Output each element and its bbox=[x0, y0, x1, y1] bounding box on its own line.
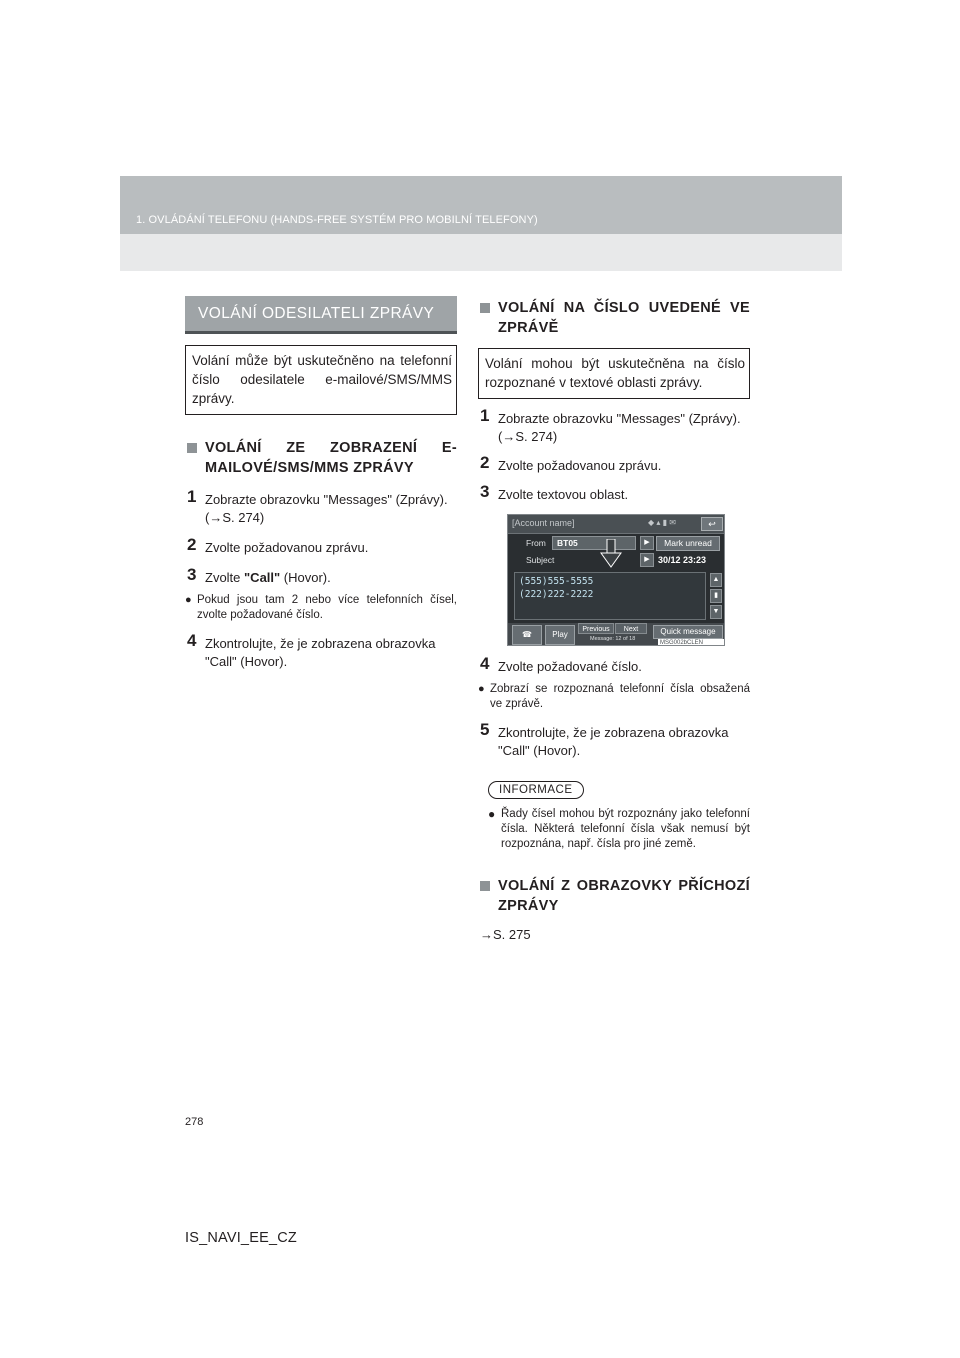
step-text: Zkontrolujte, že je zobrazena obrazovka "Call" (Hovor). bbox=[498, 725, 729, 758]
info-text-content: Řady čísel mohou být rozpoznány jako telefonní čísla. Některá telefonní čísla však nemusí být rozpoznána, např. čísla pro jiné země. bbox=[501, 808, 750, 850]
chapter-title: 1. OVLÁDÁNÍ TELEFONU (HANDS-FREE SYSTÉM PRO MOBILNÍ TELEFONY) bbox=[136, 214, 538, 226]
step-text: Zobrazte obrazovku "Messages" (Zprávy). (→S. 274) bbox=[205, 492, 448, 525]
next-button[interactable]: Next bbox=[615, 623, 647, 634]
pointer-arrow-icon bbox=[600, 539, 622, 569]
info-text bbox=[488, 807, 750, 852]
bullet-icon: ● bbox=[488, 807, 496, 821]
play-arrow-icon[interactable]: ▶ bbox=[640, 553, 654, 567]
step-3-note bbox=[185, 593, 457, 623]
bullet-icon: ● bbox=[185, 594, 192, 606]
account-name: [Account name] bbox=[512, 518, 575, 528]
scroll-bar-icon[interactable]: ▮ bbox=[710, 589, 722, 603]
step-bold-text: "Call" bbox=[244, 570, 281, 585]
step-text: Zvolte textovou oblast. bbox=[498, 487, 629, 502]
step-text: Zvolte bbox=[205, 570, 245, 585]
scroll-down-icon[interactable]: ▼ bbox=[710, 605, 722, 619]
step-3 bbox=[185, 565, 457, 587]
step-text: Zvolte požadované číslo. bbox=[498, 659, 642, 674]
step-2 bbox=[478, 453, 750, 475]
step-number: 2 bbox=[187, 535, 197, 554]
step-number: 2 bbox=[480, 453, 490, 472]
section-title: VOLÁNÍ ODESILATELI ZPRÁVY bbox=[185, 296, 457, 331]
step-text: (Hovor). bbox=[280, 570, 331, 585]
image-code: MSG002bCLEN bbox=[658, 639, 724, 646]
subject-row bbox=[512, 553, 654, 568]
step-1 bbox=[478, 406, 750, 446]
header-bar bbox=[120, 176, 842, 234]
message-text-area[interactable] bbox=[514, 572, 706, 620]
step-4 bbox=[478, 654, 750, 676]
step-1 bbox=[185, 487, 457, 527]
status-icons: ◆ ▴ ▮ ✉ bbox=[648, 518, 676, 527]
sub-heading bbox=[185, 438, 457, 478]
quick-message-button[interactable]: Quick message bbox=[653, 625, 723, 639]
back-icon[interactable]: ↩ bbox=[701, 517, 723, 531]
previous-button[interactable]: Previous bbox=[578, 623, 614, 634]
from-row bbox=[512, 536, 654, 551]
sub-heading-text: VOLÁNÍ Z OBRAZOVKY PŘÍCHOZÍ ZPRÁVY bbox=[498, 878, 750, 914]
sub-heading-text: VOLÁNÍ ZE ZOBRAZENÍ E-MAILOVÉ/SMS/MMS ZPRÁVY bbox=[205, 440, 457, 476]
play-button[interactable]: Play bbox=[545, 625, 575, 645]
from-value[interactable]: BT05 bbox=[552, 536, 636, 550]
section-divider bbox=[185, 331, 457, 334]
messages-screenshot bbox=[507, 514, 725, 646]
phone-icon[interactable]: ☎ bbox=[512, 625, 542, 645]
info-label: INFORMACE bbox=[488, 781, 584, 799]
mark-unread-button[interactable]: Mark unread bbox=[656, 536, 720, 551]
scroll-up-icon[interactable]: ▲ bbox=[710, 573, 722, 587]
phone-number[interactable]: (555)555-5555 bbox=[519, 576, 594, 587]
left-column bbox=[185, 296, 457, 671]
step-5 bbox=[478, 720, 750, 760]
note-text: Zobrazí se rozpoznaná telefonní čísla obsažená ve zprávě. bbox=[490, 683, 750, 710]
step-number: 1 bbox=[187, 487, 197, 506]
bullet-icon: ● bbox=[478, 683, 485, 695]
step-text: Zkontrolujte, že je zobrazena obrazovka "Call" (Hovor). bbox=[205, 636, 436, 669]
intro-box: Volání může být uskutečněno na telefonní číslo odesilatele e-mailové/SMS/MMS zprávy. bbox=[185, 345, 457, 415]
step-number: 4 bbox=[187, 631, 197, 650]
step-number: 3 bbox=[187, 565, 197, 584]
sub-heading bbox=[478, 876, 750, 916]
step-number: 1 bbox=[480, 406, 490, 425]
step-3 bbox=[478, 482, 750, 504]
note-text: Pokud jsou tam 2 nebo více telefonních čísel, zvolte požadované číslo. bbox=[197, 594, 457, 621]
from-label: From bbox=[526, 538, 546, 548]
intro-box: Volání mohou být uskutečněna na číslo rozpoznané v textové oblasti zprávy. bbox=[478, 348, 750, 399]
step-4 bbox=[185, 631, 457, 671]
play-arrow-icon[interactable]: ▶ bbox=[640, 536, 654, 550]
screen-top-bar bbox=[508, 515, 725, 534]
page-reference: →S. 275 bbox=[480, 927, 531, 942]
step-text: Zvolte požadovanou zprávu. bbox=[498, 458, 662, 473]
square-bullet-icon bbox=[187, 443, 197, 453]
phone-number[interactable]: (222)222-2222 bbox=[519, 589, 594, 600]
sub-heading bbox=[478, 298, 750, 338]
sub-heading-text: VOLÁNÍ NA ČÍSLO UVEDENÉ VE ZPRÁVĚ bbox=[498, 300, 750, 336]
step-4-note bbox=[478, 682, 750, 712]
step-text: Zvolte požadovanou zprávu. bbox=[205, 540, 369, 555]
square-bullet-icon bbox=[480, 303, 490, 313]
page-number: 278 bbox=[185, 1116, 204, 1128]
step-2 bbox=[185, 535, 457, 557]
step-number: 4 bbox=[480, 654, 490, 673]
message-date: 30/12 23:23 bbox=[658, 555, 707, 565]
step-number: 3 bbox=[480, 482, 490, 501]
right-column bbox=[478, 296, 750, 944]
square-bullet-icon bbox=[480, 881, 490, 891]
step-number: 5 bbox=[480, 720, 490, 739]
step-text: Zobrazte obrazovku "Messages" (Zprávy). (→S. 274) bbox=[498, 411, 741, 444]
subject-label: Subject bbox=[526, 555, 555, 565]
document-code: IS_NAVI_EE_CZ bbox=[185, 1230, 297, 1246]
header-band bbox=[120, 176, 842, 271]
message-count: Message: 12 of 18 bbox=[590, 636, 636, 642]
info-block bbox=[478, 780, 750, 852]
